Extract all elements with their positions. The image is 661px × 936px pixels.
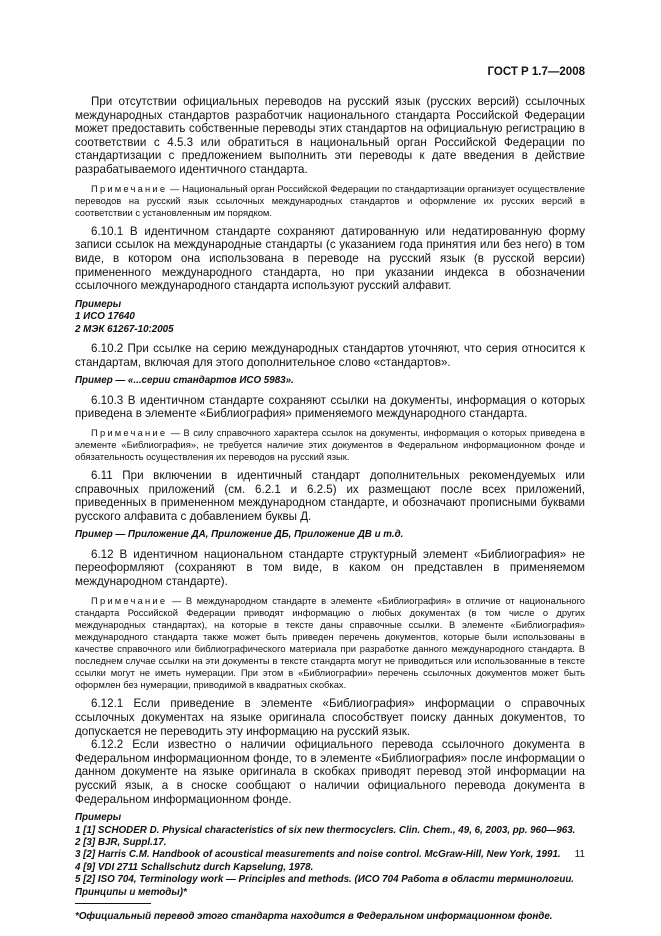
example-line: 2 [3] BJR, Suppl.17. [75, 836, 167, 848]
example-appendix: Пример — Приложение ДА, Приложение ДБ, Приложение ДВ и т.д. [75, 529, 404, 541]
note-label: Примечание [91, 594, 168, 606]
example-line: 1 [1] SCHODER D. Physical characteristics of six new thermocyclers. Clin. Chem., 49, 6, 2003, pp. 960—963. [75, 824, 576, 836]
example-line: 3 [2] Harris C.M. Handbook of acoustical measurements and noise control. McGraw-Hill, New York, 1991. [75, 849, 561, 861]
paragraph-6-12: 6.12 В идентичном национальном стандарте структурный элемент «Библиография» не переоформляют (сохраняют в том виде, в каком он представлен в применяемом международном стандарте). [75, 547, 585, 589]
examples-title: Примеры [75, 298, 122, 310]
paragraph-6-11: 6.11 При включении в идентичный стандарт дополнительных рекомендуемых или справочных приложений (см. 6.2.1 и 6.2.5) их размещают после всех приложений, приведенных в примененном международном стандарте, и обозначают прописными буквами русского алфавита с добавлением буквы Д. [75, 469, 585, 523]
note-bibliography [75, 595, 585, 692]
example-line: 4 [9] VDI 2711 Schallschutz durch Kapselung, 1978. [75, 861, 314, 873]
example-line: 2 МЭК 61267-10:2005 [75, 323, 174, 335]
footnote: *Официальный перевод этого стандарта находится в Федеральном информационном фонде. [75, 911, 553, 922]
footnote-divider [75, 903, 151, 904]
paragraph-6-12-1: 6.12.1 Если приведение в элементе «Библиография» информации о справочных ссылочных документах на языке оригинала способствует поиску данных документов, то допускается не переводить эту информацию на русский язык. [75, 697, 585, 738]
example-line: 5 [2] ISO 704, Terminology work — Principles and methods. (ИСО 704 Работа в области терминологии. Принципы и методы)* [75, 874, 575, 898]
paragraph-6-10-1: 6.10.1 В идентичном стандарте сохраняют датированную или недатированную форму записи ссылок на международные стандарты (с указанием года принятия или без него) в том виде, в котором она использована в переводе на русский язык (в русской версии) примененного международного стандарта, но при указании индекса в обозначении ссылочного международного стандарта используют русский алфавит. [75, 224, 585, 293]
note-bibliography-refs [75, 427, 585, 463]
note-translations [75, 183, 585, 219]
paragraph-6-10-2: 6.10.2 При ссылке на серию международных стандартов уточняют, что серия относится к стандартам, включая для этого дополнительное слово «стандартов». [75, 342, 585, 369]
paragraph-6-10-3: 6.10.3 В идентичном стандарте сохраняют ссылки на документы, информация о которых приведена в элементе «Библиография» применяемого международного стандарта. [75, 393, 585, 421]
example-series: Пример — «...серии стандартов ИСО 5983». [75, 375, 294, 387]
note-label: Примечание [91, 426, 168, 438]
note-text: — В силу справочного характера ссылок на документы, информация о которых приведена в элементе «Библиография», не требуется наличие этих документов в Федеральном информационном фонде и обязательность осуществления их переводов на русский язык. [75, 426, 585, 462]
example-line: 1 ИСО 17640 [75, 311, 135, 323]
note-text: — В международном стандарте в элементе «Библиография» в отличие от национального стандарта Российской Федерации приводят информацию о любых документах (в том числе о других международных стандартах), на которые в тексте даны справочные ссылки. В элементе «Библиография» международного стандарта также может быть приведен перечень документов, которые были использованы в качестве справочного или библиографического материала при разработке данного международного стандарта. В последнем случае ссылки на эти документы в тексте стандарта могут не приводиться или использованные в тексте ссылки могут не иметь нумерации. При этом в «Библиографии» перечень ссылочных документов может быть оформлен без нумерации, приводимой в квадратных скобках. [75, 594, 585, 691]
document-header: ГОСТ Р 1.7—2008 [487, 66, 585, 78]
note-text: — Национальный орган Российской Федерации по стандартизации организует осуществление переводов на русский язык ссылочных международных стандартов и оформление их русских версий в соответствии с установленным им порядком. [75, 182, 585, 218]
page-number: 11 [574, 849, 585, 860]
examples-title: Примеры [75, 812, 122, 824]
note-label: Примечание [91, 182, 168, 194]
page-body [75, 95, 585, 923]
paragraph-translations: При отсутствии официальных переводов на русский язык (русских версий) ссылочных международных стандартов разработчик национального стандарта Российской Федерации может предоставить собственные переводы этих стандартов на официальную регистрацию в соответствии с 4.5.3 или обратиться в национальный орган Российской Федерации по стандартизации с предложением выполнить эти переводы к дате введения в действие разрабатываемого идентичного стандарта. [75, 95, 585, 176]
paragraph-6-12-2: 6.12.2 Если известно о наличии официального перевода ссылочного документа в Федеральном информационном фонде, то в элементе «Библиография» после информации о данном документе на языке оригинала в скобках приводят перевод этой информации на русский язык, а в сноске сообщают о наличии официального перевода документа в Федеральном информационном фонде. [75, 738, 585, 806]
